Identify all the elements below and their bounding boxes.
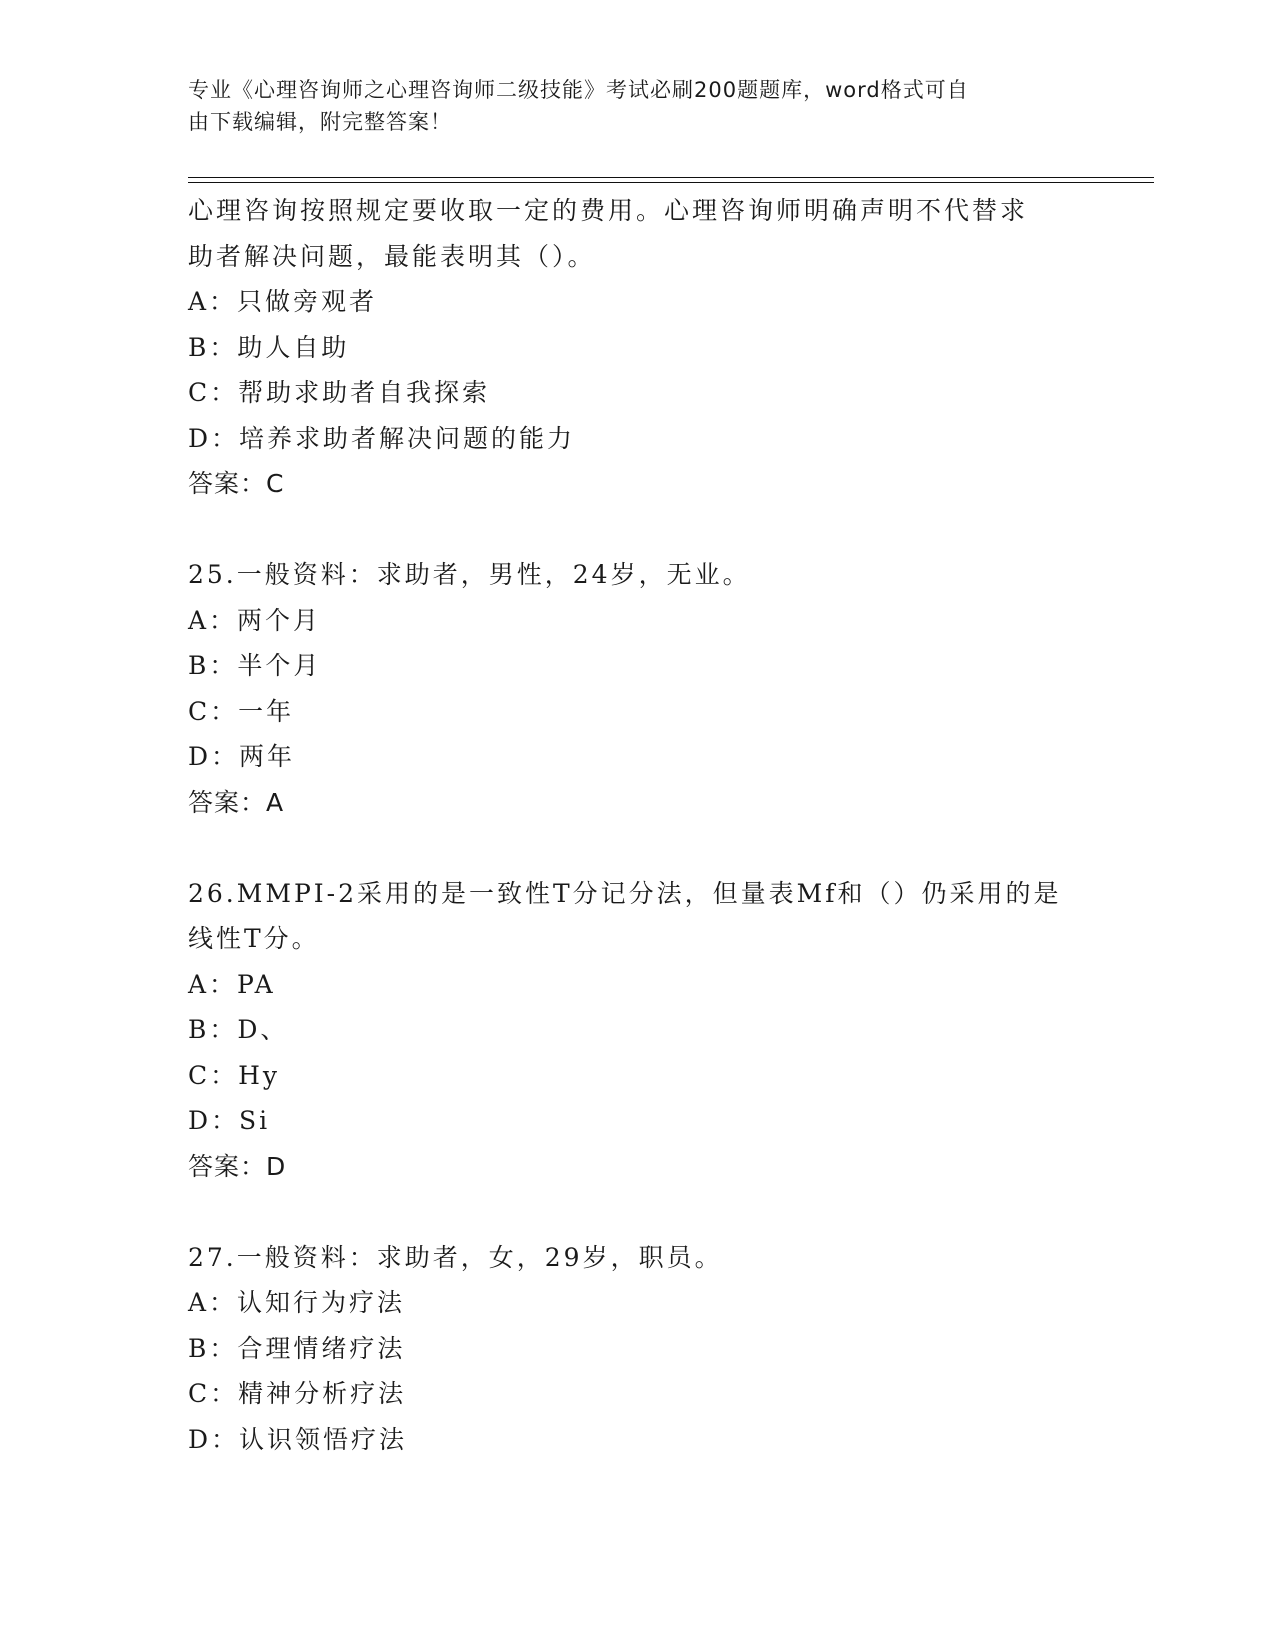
question-stem: 线性T分。 [188,924,320,953]
question-25 [188,552,1088,825]
spacer [188,1189,1088,1235]
option-d: D：培养求助者解决问题的能力 [188,423,576,453]
question-list [188,188,1088,1462]
option-c: C：帮助求助者自我探索 [188,378,491,407]
option-a: A：两个月 [188,605,322,635]
option-d: D：认识领悟疗法 [188,1424,408,1454]
option-a: A：PA [188,969,276,999]
question-stem: 心理咨询按照规定要收取一定的费用。心理咨询师明确声明不代替求 [188,196,1029,225]
option-a: A：只做旁观者 [188,287,378,316]
spacer [188,825,1088,871]
option-d: D：Si [188,1106,271,1135]
option-c: C：精神分析疗法 [188,1379,407,1408]
question-27 [188,1235,1088,1463]
option-c: C：一年 [188,696,295,726]
question-26 [188,871,1088,1190]
option-b: B：合理情绪疗法 [188,1333,406,1363]
option-b: B：助人自助 [188,332,350,362]
question-stem: 27.一般资料：求助者，女，29岁，职员。 [188,1242,723,1272]
document-header [188,74,1068,138]
option-a: A：认知行为疗法 [188,1288,406,1317]
option-d: D：两年 [188,742,296,771]
question-stem: 25.一般资料：求助者，男性，24岁，无业。 [188,560,751,589]
header-line-1: 专业《心理咨询师之心理咨询师二级技能》考试必刷200题题库，word格式可自 [188,78,969,102]
answer: 答案：A [188,787,285,817]
option-b: B：D、 [188,1015,289,1044]
header-line-2: 由下载编辑，附完整答案！ [188,110,452,134]
question-stem: 助者解决问题，最能表明其（）。 [188,241,596,271]
answer: 答案：C [188,469,285,498]
question-stem: 26.MMPI-2采用的是一致性T分记分法，但量表Mf和（）仍采用的是 [188,878,1062,908]
header-divider-bottom [188,182,1154,183]
question-24 [188,188,1088,507]
option-b: B：半个月 [188,651,322,680]
answer: 答案：D [188,1151,287,1181]
option-c: C：Hy [188,1060,281,1090]
spacer [188,507,1088,553]
header-divider-top [188,177,1154,178]
